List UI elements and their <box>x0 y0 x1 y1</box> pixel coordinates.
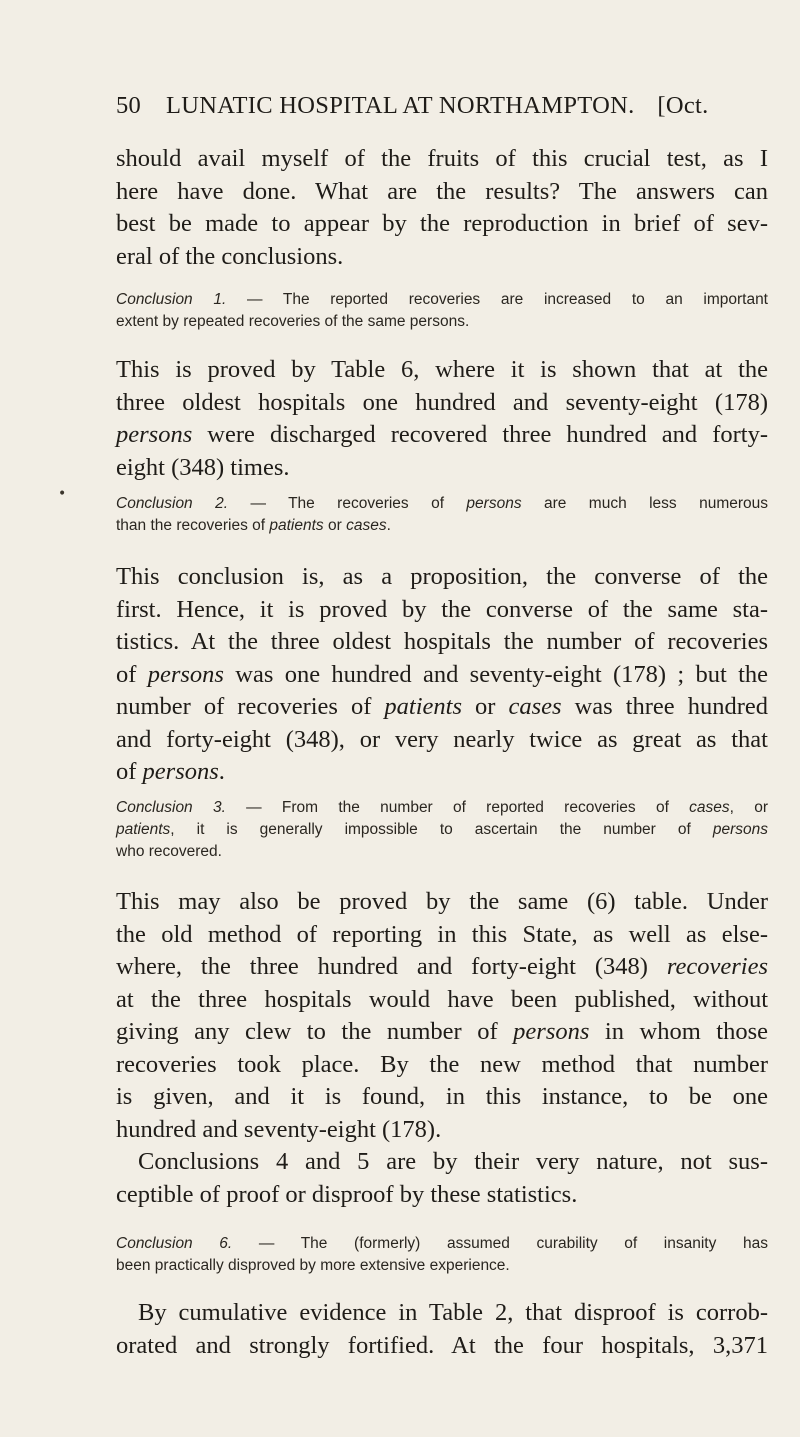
paragraph-converse: This conclusion is, as a proposition, the converse of the first. Hence, it is proved by the converse of the same sta- tistics. At the three oldest hospitals the number of recoveries of persons was one hundred and seventy-eight (178) ; but the number of recoveries of patients or cases was three hundred and forty-eight (348), or very nearly twice as great as that of persons. <box>116 563 768 785</box>
conclusion-label: Conclusion 1. <box>116 291 227 308</box>
conclusion-6: Conclusion 6. — The (formerly) assumed curability of insanity has been practically disproved by more extensive experience. <box>116 1235 768 1274</box>
header-month: [Oct. <box>657 92 709 119</box>
text-line: eral of the conclusions. <box>116 242 344 270</box>
conclusion-2: Conclusion 2. — The recoveries of persons are much less numerous than the recoveries of patients or cases. <box>116 495 768 534</box>
conclusion-3: Conclusion 3. — From the number of reported recoveries of cases, or patients, it is generally impossible to ascertain the number of persons who recovered. <box>116 799 768 860</box>
paragraph-cumulative: By cumulative evidence in Table 2, that disproof is corrob- orated and strongly fortified. At the four hospitals, 3,371 <box>116 1299 768 1359</box>
text-line: should avail myself of the fruits of this crucial test, as I <box>116 145 768 172</box>
paragraph-conclusions-4-5: Conclusions 4 and 5 are by their very nature, not sus- ceptible of proof or disproof by these statistics. <box>116 1148 768 1208</box>
conclusion-1: Conclusion 1. — The reported recoveries are increased to an important extent by repeated recoveries of the same persons. <box>116 291 768 330</box>
running-title: LUNATIC HOSPITAL AT NORTHAMPTON. <box>165 92 635 119</box>
margin-mark: • <box>58 486 67 502</box>
page-number: 50 <box>116 92 142 119</box>
text-line: here have done. What are the results? The answers can <box>116 177 768 205</box>
text-line: best be made to appear by the reproduction in brief of sev- <box>116 210 768 237</box>
running-header <box>116 92 766 120</box>
paragraph-table-same: This may also be proved by the same (6) table. Under the old method of reporting in this State, as well as else- where, the three hundred and forty-eight (348) recoveries at the three hospitals would have been published, without giving any clew to the number of persons in whom those recoveries took place. By the new method that number is given, and it is found, in this instance, to be one hundred and seventy-eight (178). <box>116 888 768 1143</box>
intro-paragraph <box>116 143 768 273</box>
paragraph-table6: This is proved by Table 6, where it is shown that at the three oldest hospitals one hundred and seventy-eight (178) persons were discharged recovered three hundred and forty- eight (348) times. <box>116 356 768 481</box>
